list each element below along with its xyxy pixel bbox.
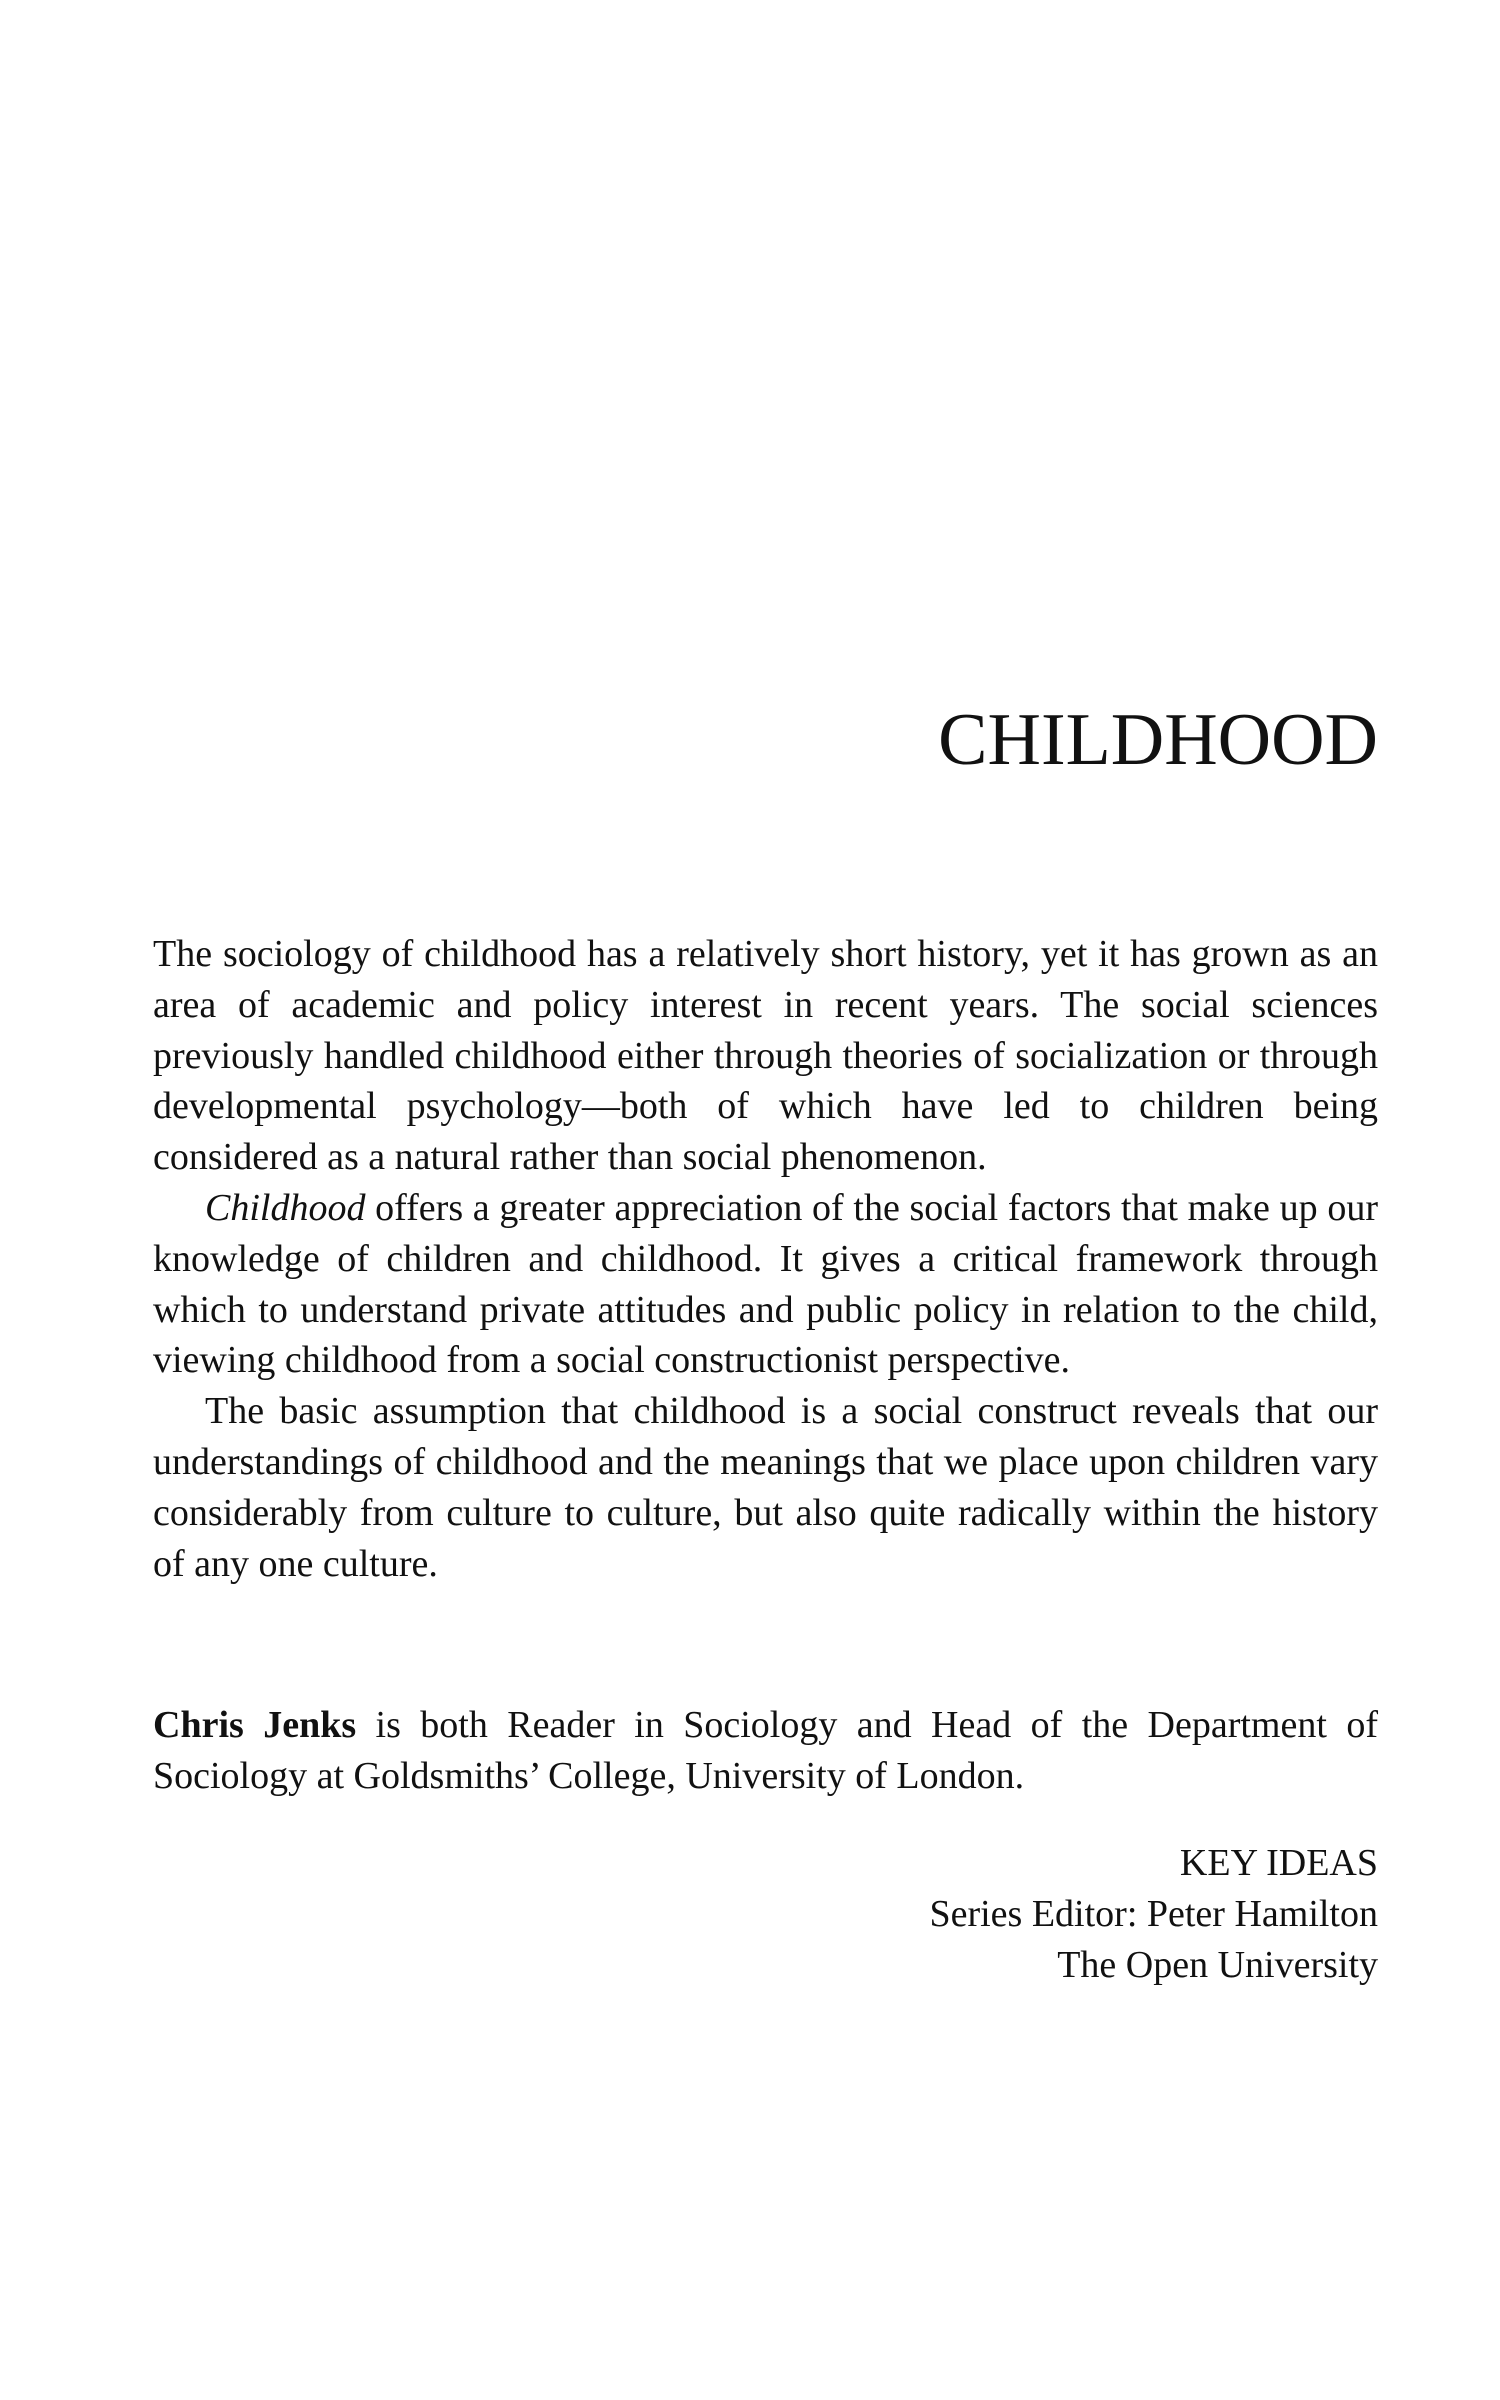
book-title-italic: Childhood bbox=[205, 1186, 366, 1229]
series-editor: Series Editor: Peter Hamilton bbox=[929, 1892, 1378, 1935]
description-paragraph-2 bbox=[153, 1183, 1378, 1386]
description-paragraph-1: The sociology of childhood has a relatively short history, yet it has grown as an area of academic and policy interest in recent years. The social sciences previously handled childhood either through theories of socialization or through developmental psychology—both of which have led to children being considered as a natural rather than social phenomenon. bbox=[153, 933, 1378, 1179]
author-bio bbox=[153, 1700, 1378, 1802]
series-name: KEY IDEAS bbox=[1179, 1842, 1378, 1884]
series-info bbox=[153, 1838, 1378, 1990]
book-title: CHILDHOOD bbox=[938, 699, 1378, 781]
author-bio-text: is both Reader in Sociology and Head of the Department of Sociology at Goldsmiths’ College, University of London. bbox=[153, 1704, 1378, 1797]
book-description bbox=[153, 929, 1378, 1589]
description-paragraph-3: The basic assumption that childhood is a social construct reveals that our understandings of childhood and the meanings that we place upon children vary considerably from culture to culture, but also quite radically within the history of any one culture. bbox=[153, 1390, 1378, 1585]
description-paragraph-2-text: offers a greater appreciation of the social factors that make up our knowledge of children and childhood. It gives a critical framework through which to understand private attitudes and public policy in relation to the child, viewing childhood from a social constructionist perspective. bbox=[153, 1186, 1378, 1382]
series-institution: The Open University bbox=[1057, 1943, 1378, 1986]
author-name: Chris Jenks bbox=[153, 1704, 357, 1746]
